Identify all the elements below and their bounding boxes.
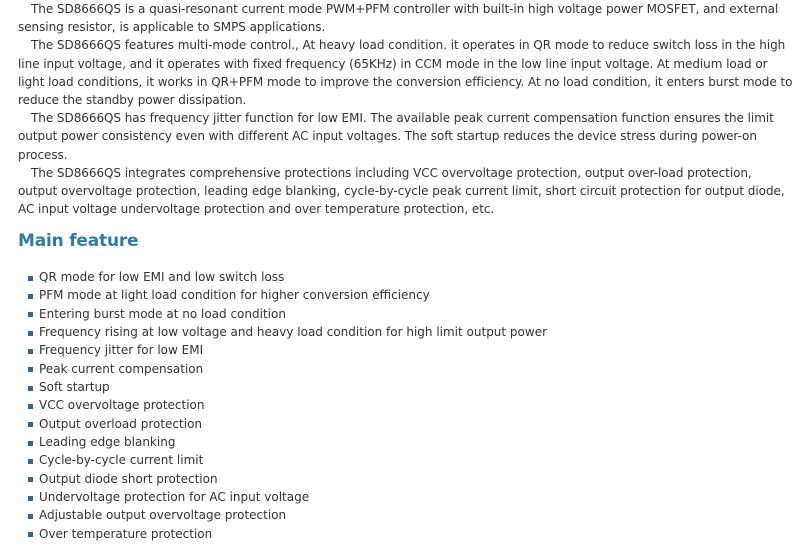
main-feature-heading: Main feature: [18, 231, 139, 251]
square-bullet-icon: [28, 349, 33, 354]
feature-text: Peak current compensation: [39, 361, 204, 376]
list-item: [28, 360, 547, 378]
feature-text: Over temperature protection: [39, 526, 213, 541]
feature-text: PFM mode at light load condition for higher conversion efficiency: [39, 288, 430, 303]
list-item: [28, 286, 547, 304]
square-bullet-icon: [28, 459, 33, 464]
list-item: [28, 470, 547, 488]
list-item: [28, 506, 547, 524]
square-bullet-icon: [28, 514, 33, 519]
list-item: [28, 525, 547, 543]
square-bullet-icon: [28, 312, 33, 317]
feature-text: Soft startup: [39, 380, 110, 395]
intro-paragraph: The SD8666QS has frequency jitter function for low EMI. The available peak current compensation function ensures the limit output power consistency even with different AC input voltages. The soft startup reduces the device stress during power-on process.: [18, 111, 774, 162]
square-bullet-icon: [28, 496, 33, 501]
feature-text: Frequency rising at low voltage and heavy load condition for high limit output power: [39, 325, 548, 340]
feature-text: Frequency jitter for low EMI: [39, 343, 204, 358]
feature-text: Undervoltage protection for AC input voltage: [39, 490, 310, 505]
square-bullet-icon: [28, 441, 33, 446]
feature-text: Adjustable output overvoltage protection: [39, 508, 287, 523]
feature-list: [28, 268, 547, 543]
list-item: [28, 268, 547, 286]
intro-paragraph: The SD8666QS is a quasi-resonant current mode PWM+PFM controller with built-in high voltage power MOSFET, and external sensing resistor, is applicable to SMPS applications.: [18, 2, 779, 35]
feature-text: Entering burst mode at no load condition: [39, 306, 286, 321]
feature-text: VCC overvoltage protection: [39, 398, 205, 413]
list-item: [28, 488, 547, 506]
list-item: [28, 415, 547, 433]
feature-text: QR mode for low EMI and low switch loss: [39, 270, 285, 284]
feature-text: Output diode short protection: [39, 471, 218, 486]
square-bullet-icon: [28, 386, 33, 391]
square-bullet-icon: [28, 404, 33, 409]
square-bullet-icon: [28, 294, 33, 299]
square-bullet-icon: [28, 367, 33, 372]
feature-text: Output overload protection: [39, 416, 203, 431]
square-bullet-icon: [28, 331, 33, 336]
list-item: [28, 378, 547, 396]
square-bullet-icon: [28, 477, 33, 482]
list-item: [28, 451, 547, 469]
square-bullet-icon: [28, 422, 33, 427]
feature-text: Cycle-by-cycle current limit: [39, 453, 204, 468]
square-bullet-icon: [28, 532, 33, 537]
list-item: [28, 323, 547, 341]
intro-paragraph: The SD8666QS features multi-mode control., At heavy load condition. it operates in QR mode to reduce switch loss in the high line input voltage, and it operates with fixed frequency (65KHz) in CCM mode in the low line input voltage. At medium load or light load conditions, it works in QR+PFM mode to improve the conversion efficiency. At no load condition, it enters burst mode to reduce the standby power dissipation.: [18, 38, 793, 108]
intro-paragraph: The SD8666QS integrates comprehensive protections including VCC overvoltage protection, output over-load protection, output overvoltage protection, leading edge blanking, cycle-by-cycle peak current limit, short circuit protection for output diode, AC input voltage undervoltage protection and over temperature protection, etc.: [18, 165, 785, 217]
feature-text: Leading edge blanking: [39, 435, 176, 450]
list-item: [28, 341, 547, 359]
list-item: [28, 396, 547, 414]
list-item: [28, 305, 547, 323]
list-item: [28, 433, 547, 451]
product-description: [18, 0, 793, 218]
square-bullet-icon: [28, 276, 33, 281]
